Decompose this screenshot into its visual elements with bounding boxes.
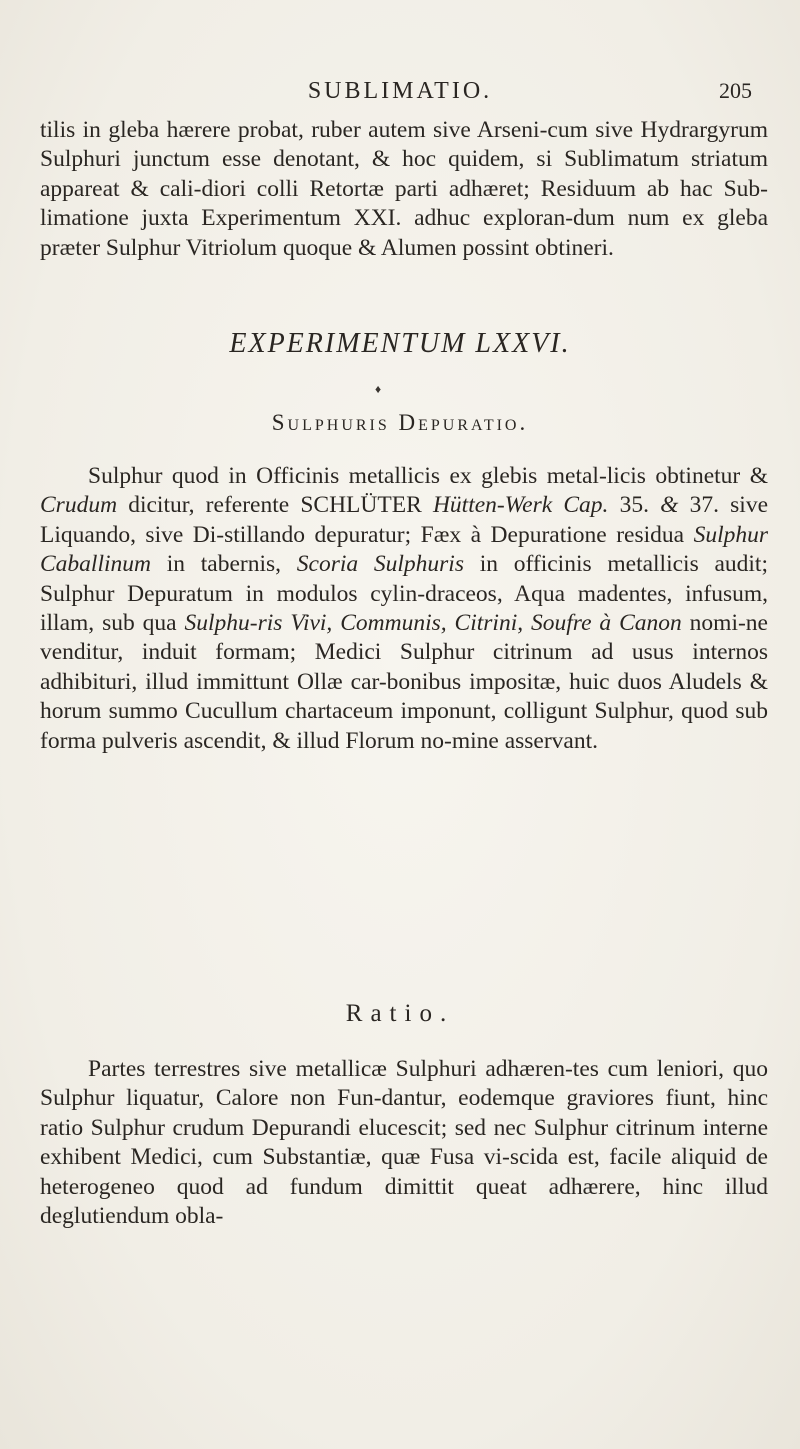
text-span: in tabernis, [150, 551, 297, 578]
text-span: dicitur, referente SCHLÜTER [117, 492, 433, 519]
experiment-heading: EXPERIMENTUM LXXVI. [229, 328, 571, 359]
section-heading: Sulphuris Depuratio. [271, 410, 529, 435]
ratio-heading: Ratio. [345, 1000, 455, 1027]
term-sulphur-names: Sulphu-ris Vivi, Communis, Citrini, Soufre à Canon [184, 610, 682, 637]
paragraph-main [40, 462, 768, 756]
page-number: 205 [719, 78, 752, 103]
text-span: nomi-ne venditur, induit formam; Medici Sulphur citrinum ad usus internos adhibituri, illud immittunt Ollæ car-bonibus impositæ, huic duos Aludels & horum summo Cucullum chartaceum imponunt, colligunt Sulphur, quod sub forma pulveris ascendit, & illud Florum no-mine asservant. [40, 610, 768, 754]
paragraph-continuation: tilis in gleba hærere probat, ruber autem sive Arseni-cum sive Hydrargyrum Sulphuri junctum esse denotant, & hoc quidem, si Sublimatum striatum appareat & cali-diori colli Retortæ parti adhæret; Residuum ab hac Sub-limatione juxta Experimentum XXI. adhuc exploran-dum num ex gleba præter Sulphur Vitriolum quoque & Alumen possint obtineri. [40, 117, 768, 261]
text-span: 35. [608, 492, 661, 519]
term-crudum: Crudum [40, 492, 118, 519]
running-head [0, 78, 800, 108]
paragraph-ratio: Partes terrestres sive metallicæ Sulphuri adhæren-tes cum leniori, quo Sulphur liquatur, Calore non Fun-dantur, eodemque graviores fiunt, hinc ratio Sulphur crudum Depurandi elucescit; sed nec Sulphur citrinum interne exhibent Medici, cum Substantiæ, quæ Fusa vi-scida est, facile aliquid de heterogeneo quod ad fundum dimittit queat adhærere, hinc illud deglutiendum obla- [40, 1056, 768, 1230]
citation-hutten-werk: Hütten-Werk Cap. [432, 492, 609, 519]
ornament-icon: ♦ [375, 382, 382, 396]
text-span: in officinis metallicis audit; Sulphur Depuratum in modulos cylin-draceos, Aqua madentes, infusum, illam, sub qua [40, 551, 768, 637]
ampersand: & [660, 492, 679, 519]
text-span: Sulphur quod in Officinis metallicis ex glebis metal-licis obtinetur & [88, 463, 768, 489]
running-title: SUBLIMATIO. [307, 78, 493, 104]
term-scoria: Scoria Sulphuris [296, 551, 464, 578]
text-span: 37. sive Liquando, sive Di-stillando depuratur; Fæx à Depuratione residua [40, 492, 769, 548]
term-sulphur-caballinum: Sulphur Caballinum [40, 521, 768, 578]
